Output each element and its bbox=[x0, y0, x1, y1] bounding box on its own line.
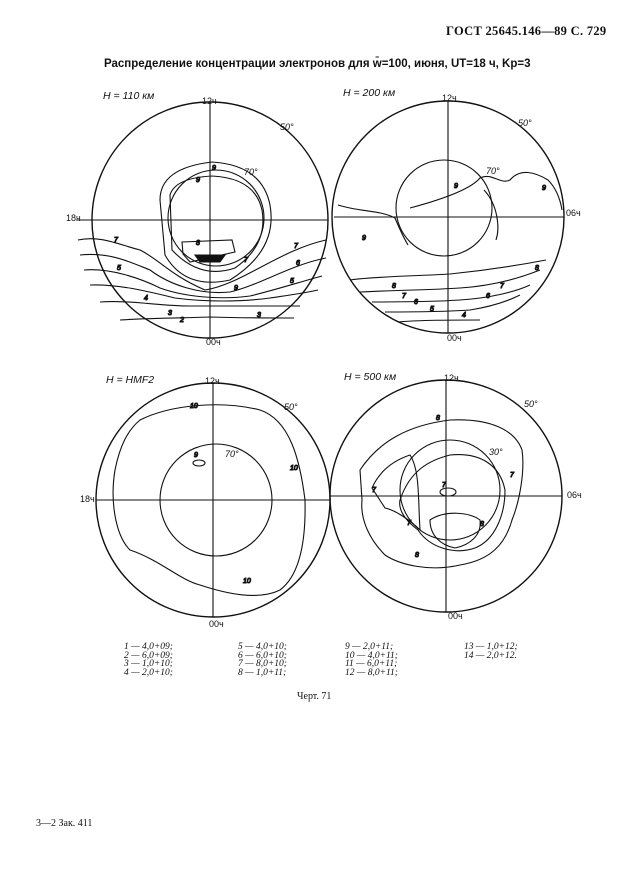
svg-text:9: 9 bbox=[542, 185, 546, 192]
latitude-label-70: 70° bbox=[225, 449, 239, 459]
svg-text:6: 6 bbox=[414, 299, 418, 306]
hour-label-00: 00ч bbox=[448, 611, 463, 621]
legend-item: 11 — 6,0+11; bbox=[345, 659, 398, 670]
svg-text:10: 10 bbox=[190, 403, 198, 410]
hour-label-00: 00ч bbox=[206, 337, 221, 347]
svg-text:7: 7 bbox=[114, 237, 118, 244]
legend-item: 10 — 4,0+11; bbox=[345, 650, 398, 661]
svg-text:7: 7 bbox=[407, 520, 411, 527]
svg-text:9: 9 bbox=[196, 177, 200, 184]
svg-text:7: 7 bbox=[294, 243, 298, 250]
latitude-label-50: 50° bbox=[518, 118, 532, 128]
svg-text:10: 10 bbox=[290, 465, 298, 472]
hour-label-06: 06ч bbox=[566, 208, 581, 218]
hour-label-18: 18ч bbox=[66, 213, 81, 223]
svg-text:9: 9 bbox=[194, 452, 198, 459]
svg-text:5: 5 bbox=[117, 265, 121, 272]
svg-text:8: 8 bbox=[480, 521, 484, 528]
svg-text:7: 7 bbox=[510, 472, 514, 479]
svg-text:3: 3 bbox=[257, 312, 261, 319]
legend-item: 14 — 2,0+12. bbox=[464, 650, 517, 661]
hour-label-12: 12ч bbox=[202, 96, 217, 106]
legend-item: 7 — 8,0+10; bbox=[238, 659, 287, 670]
svg-text:9: 9 bbox=[234, 285, 238, 292]
panel-label-110: H = 110 км bbox=[103, 90, 155, 102]
svg-text:8: 8 bbox=[436, 415, 440, 422]
hour-label-12: 12ч bbox=[444, 373, 459, 383]
legend-item: 8 — 1,0+11; bbox=[238, 667, 287, 678]
panel-label-500: H = 500 км bbox=[344, 371, 397, 383]
svg-text:4: 4 bbox=[462, 312, 466, 319]
legend-column-2 bbox=[238, 643, 287, 677]
legend-item: 9 — 2,0+11; bbox=[345, 642, 394, 652]
hour-label-18: 18ч bbox=[80, 494, 95, 504]
legend-item: 12 — 8,0+11; bbox=[345, 667, 398, 678]
legend-item: 6 — 6,0+10; bbox=[238, 650, 287, 661]
panel-label-hmf2: H = HMF2 bbox=[106, 374, 155, 386]
page-footer: 3—2 Зак. 411 bbox=[36, 818, 93, 829]
latitude-label-70: 70° bbox=[244, 167, 258, 177]
legend-item: 4 — 2,0+10; bbox=[124, 667, 173, 678]
legend-column-3 bbox=[345, 643, 398, 677]
svg-text:8: 8 bbox=[535, 265, 539, 272]
polar-plot-hmf2 bbox=[96, 383, 330, 617]
legend-column-1 bbox=[124, 643, 173, 677]
svg-text:6: 6 bbox=[486, 293, 490, 300]
svg-text:7: 7 bbox=[372, 487, 376, 494]
legend-item: 3 — 1,0+10; bbox=[124, 659, 173, 670]
svg-text:9: 9 bbox=[212, 165, 216, 172]
legend-item: 1 — 4,0+09; bbox=[124, 642, 173, 652]
polar-plot-200 bbox=[332, 101, 564, 333]
svg-text:8: 8 bbox=[415, 552, 419, 559]
hour-label-06: 06ч bbox=[567, 490, 582, 500]
legend-column-4 bbox=[464, 643, 518, 660]
svg-text:7: 7 bbox=[402, 293, 406, 300]
page-header: ГОСТ 25645.146—89 С. 729 bbox=[446, 24, 607, 38]
svg-text:7: 7 bbox=[442, 482, 446, 489]
latitude-label-50: 50° bbox=[284, 402, 298, 412]
figure-caption: Черт. 71 bbox=[297, 691, 332, 702]
svg-text:7: 7 bbox=[500, 283, 504, 290]
svg-text:5: 5 bbox=[430, 306, 434, 313]
polar-plot-500 bbox=[330, 380, 562, 612]
hour-label-12: 12ч bbox=[205, 376, 220, 386]
page-title: Распределение концентрации электронов для w̄=100, июня, UT=18 ч, Kp=3 bbox=[104, 58, 531, 70]
svg-text:2: 2 bbox=[180, 317, 184, 324]
svg-text:8: 8 bbox=[392, 283, 396, 290]
polar-plot-110 bbox=[76, 102, 328, 338]
latitude-label-50: 50° bbox=[524, 399, 538, 409]
hour-label-00: 00ч bbox=[209, 619, 224, 629]
legend-item: 2 — 6,0+09; bbox=[124, 650, 173, 661]
legend-item: 13 — 1,0+12; bbox=[464, 642, 518, 652]
latitude-label-70: 70° bbox=[486, 166, 500, 176]
latitude-label-30: 30° bbox=[489, 447, 503, 457]
svg-text:10: 10 bbox=[243, 578, 251, 585]
svg-text:6: 6 bbox=[296, 260, 300, 267]
svg-text:4: 4 bbox=[144, 295, 148, 302]
svg-text:8: 8 bbox=[196, 240, 200, 247]
hour-label-00: 00ч bbox=[447, 333, 462, 343]
svg-text:9: 9 bbox=[362, 235, 366, 242]
svg-text:9: 9 bbox=[454, 183, 458, 190]
legend-item: 5 — 4,0+10; bbox=[238, 642, 287, 652]
svg-text:7: 7 bbox=[244, 257, 248, 264]
panel-label-200: H = 200 км bbox=[343, 87, 396, 99]
latitude-label-50: 50° bbox=[280, 122, 294, 132]
svg-text:3: 3 bbox=[168, 310, 172, 317]
svg-text:5: 5 bbox=[290, 278, 294, 285]
hour-label-12: 12ч bbox=[442, 93, 457, 103]
